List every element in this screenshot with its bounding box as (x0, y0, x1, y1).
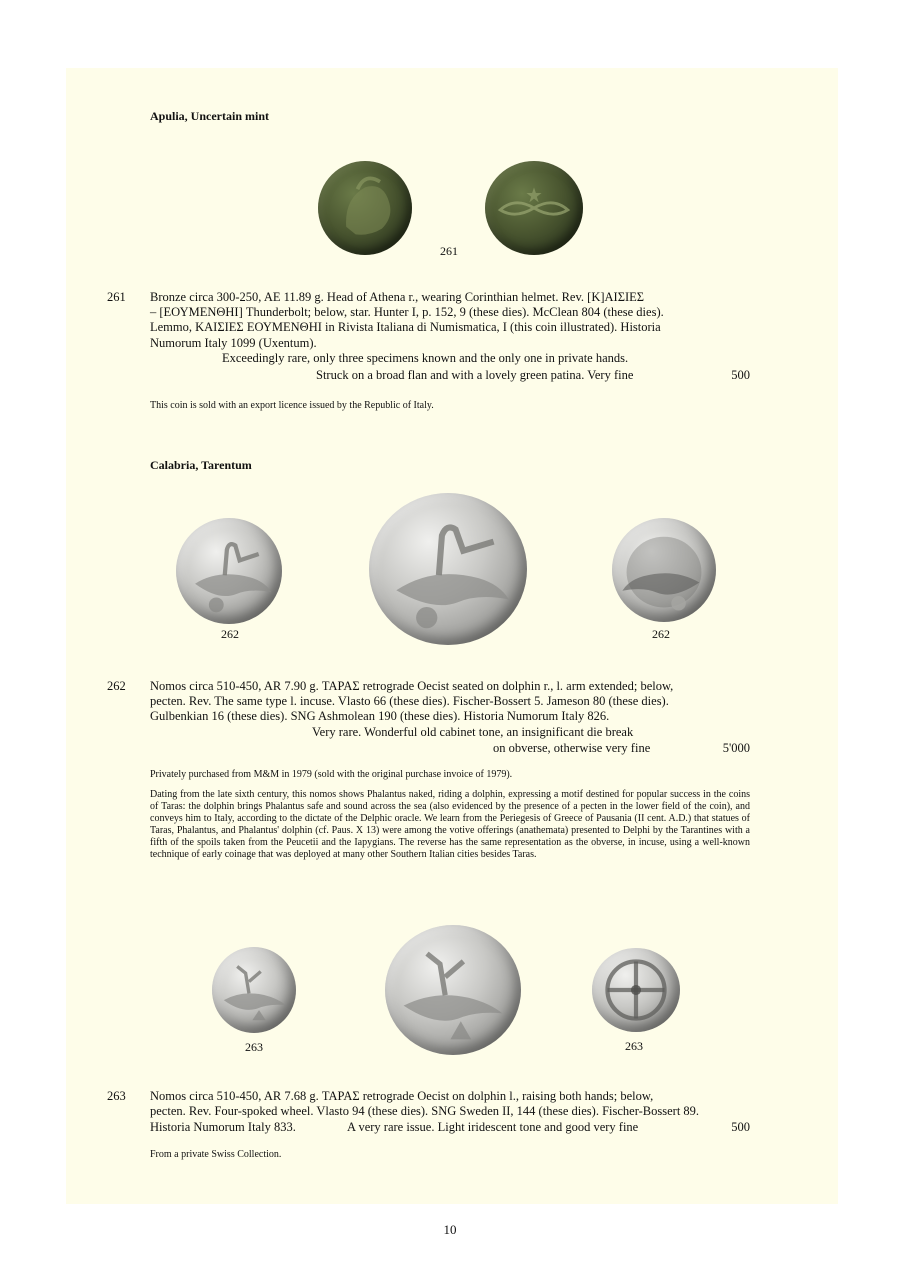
lot-number-263: 263 (107, 1089, 126, 1103)
image-caption-263-left: 263 (245, 1040, 263, 1054)
lot-number-262: 262 (107, 679, 126, 693)
lot-description-262 (150, 679, 750, 725)
dolphin-rider-icon (212, 947, 296, 1033)
lot-description-263 (150, 1089, 750, 1119)
section-heading-calabria: Calabria, Tarentum (150, 458, 252, 472)
coin-image-262-enlarged (369, 493, 527, 645)
coin-image-262-obverse (176, 518, 282, 624)
description-line: Gulbenkian 16 (these dies). SNG Ashmolean 190 (these dies). Historia Numorum Italy 826. (150, 709, 610, 724)
lot-price-261: 500 (731, 368, 750, 382)
lot-provenance-262: Privately purchased from M&M in 1979 (sold with the original purchase invoice of 1979). (150, 769, 513, 780)
description-line: Lemmo, ΚΑΙΣΙΕΣ ΕΟΥΜΕΝΘΗΙ in Rivista Italiana di Numismatica, I (this coin illustrated). Historia (150, 320, 661, 335)
description-line: Numorum Italy 1099 (Uxentum). (150, 335, 317, 350)
coin-image-262-reverse (612, 518, 716, 622)
image-caption-262-left: 262 (221, 627, 239, 641)
lot-remark-262-b: on obverse, otherwise very fine (493, 741, 651, 755)
lot-note-261: This coin is sold with an export licence issued by the Republic of Italy. (150, 400, 434, 411)
lot-remark-261-b: Struck on a broad flan and with a lovely green patina. Very fine (316, 368, 634, 382)
lot-price-263: 500 (731, 1120, 750, 1134)
description-line: Bronze circa 300-250, AE 11.89 g. Head of Athena r., wearing Corinthian helmet. Rev. [Κ]ΑΙΣΙΕΣ (150, 290, 645, 304)
lot-number-261: 261 (107, 290, 126, 304)
image-caption-262-right: 262 (652, 627, 670, 641)
lot-provenance-263: From a private Swiss Collection. (150, 1149, 282, 1160)
lot-remark-263: A very rare issue. Light iridescent tone and good very fine (347, 1120, 639, 1134)
description-line: pecten. Rev. Four-spoked wheel. Vlasto 94 (these dies). SNG Sweden II, 144 (these dies). Fischer-Bossert 89. (150, 1104, 700, 1119)
coin-image-261-obverse (318, 161, 412, 255)
description-line: – [ΕΟΥΜΕΝΘΗΙ] Thunderbolt; below, star. Hunter I, p. 152, 9 (these dies). McClean 804 (these dies). (150, 305, 664, 320)
athena-helmet-icon (318, 161, 412, 255)
image-caption-261: 261 (440, 244, 458, 258)
description-line: Nomos circa 510-450, AR 7.68 g. ΤΑΡΑΣ retrograde Oecist on dolphin l., raising both hands; below, (150, 1089, 654, 1103)
description-line: pecten. Rev. The same type l. incuse. Vlasto 66 (these dies). Fischer-Bossert 5. Jameson 80 (these dies). (150, 694, 669, 709)
coin-image-263-obverse (212, 947, 296, 1033)
lot-remark-262-a: Very rare. Wonderful old cabinet tone, an insignificant die break (312, 725, 634, 739)
coin-image-263-reverse (592, 948, 680, 1032)
coin-image-263-enlarged (385, 925, 521, 1055)
image-caption-263-right: 263 (625, 1039, 643, 1053)
lot-remark-261-a: Exceedingly rare, only three specimens known and the only one in private hands. (222, 351, 629, 365)
incuse-dolphin-rider-icon (612, 518, 716, 622)
coin-image-261-reverse (485, 161, 583, 255)
dolphin-rider-icon (369, 493, 527, 645)
thunderbolt-icon (485, 161, 583, 255)
lot-reference-263-last: Historia Numorum Italy 833. (150, 1120, 296, 1134)
page-number: 10 (443, 1222, 457, 1237)
dolphin-rider-icon (176, 518, 282, 624)
lot-price-262: 5'000 (722, 741, 750, 755)
lot-commentary-262: Dating from the late sixth century, this nomos shows Phalantus naked, riding a dolphin, expressing a motif destined for popular success in the coins of Taras: the dolphin brings Phalantus safe and sound across the sea (also evidenced by the presence of a pecten in the lower field of the coin), and conveys him to Italy, according to the dictate of the Delphic oracle. We learn from the Periegesis of Greece of Pausania (II cent. A.D.) that statues of Taras, Phalantus, and Phalantus' dolphin (cf. Paus. X 13) were among the votive offerings (anathemata) presented to Delphi by the Tarantines with a fifth of the spoils taken from the Peucetii and the Iapygians. The reverse has the same representation as the obverse, in incuse, using a well-known technique of early coinage that was deployed at many other Southern Italian cities besides Taras. (150, 789, 750, 860)
lot-description-261 (150, 290, 750, 351)
section-heading-apulia: Apulia, Uncertain mint (150, 109, 270, 123)
dolphin-rider-icon (385, 925, 521, 1055)
wheel-icon (592, 948, 680, 1032)
description-line: Nomos circa 510-450, AR 7.90 g. ΤΑΡΑΣ retrograde Oecist seated on dolphin r., l. arm extended; below, (150, 679, 674, 693)
